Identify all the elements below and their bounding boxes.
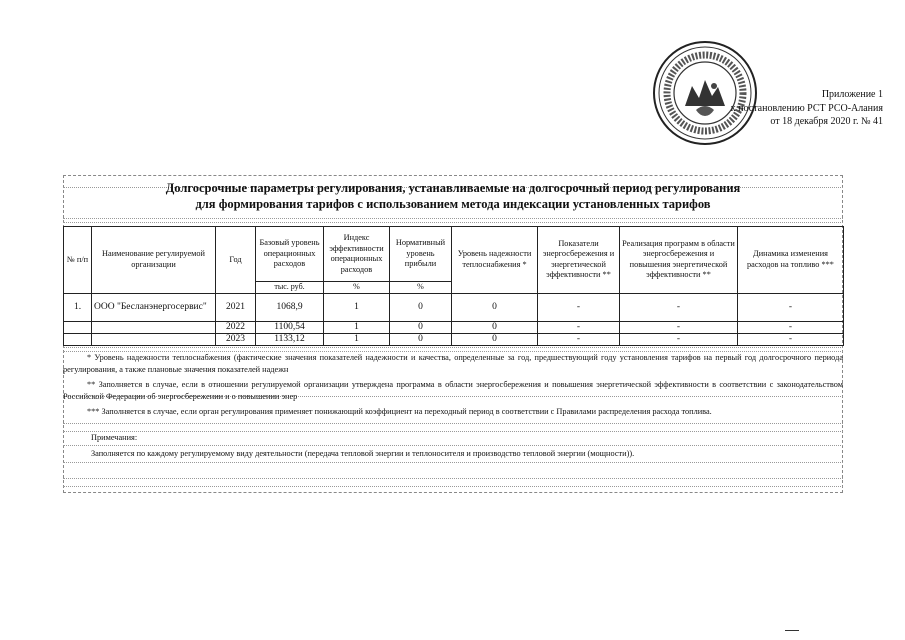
table-row xyxy=(64,293,844,321)
divider xyxy=(63,486,843,487)
cell-energy: - xyxy=(538,293,620,321)
document-title xyxy=(63,181,843,212)
divider xyxy=(63,347,843,348)
cell-org: ООО "Бесланэнергосервис" xyxy=(92,293,216,321)
cell-base: 1068,9 xyxy=(256,293,324,321)
appendix-line-1: Приложение 1 xyxy=(821,89,883,100)
cell-profit: 0 xyxy=(390,333,452,345)
table-header-row xyxy=(64,227,844,282)
cell-org xyxy=(92,333,216,345)
cell-base: 1133,12 xyxy=(256,333,324,345)
unit-cell: % xyxy=(390,282,452,294)
header-energy-efficiency: Показатели энергосбережения и энергетической эффективности ** xyxy=(538,227,620,294)
header-num: № п/п xyxy=(64,227,92,294)
appendix-header xyxy=(731,88,883,129)
cell-program: - xyxy=(620,333,738,345)
notes-section xyxy=(63,352,843,460)
cell-reliability: 0 xyxy=(452,293,538,321)
header-efficiency-index: Индекс эффективности операционных расходов xyxy=(324,227,390,282)
cell-num xyxy=(64,333,92,345)
header-year: Год xyxy=(216,227,256,294)
cell-profit: 0 xyxy=(390,293,452,321)
cell-fuel: - xyxy=(738,293,844,321)
cell-num: 1. xyxy=(64,293,92,321)
note-activity: Заполняется по каждому регулируемому виду деятельности (передача тепловой энергии и теплоносителя и производство тепловой энергии (мощности)). xyxy=(91,449,635,458)
title-line-2: для формирования тарифов с использованием метода индексации установленных тарифов xyxy=(195,196,711,211)
cell-reliability: 0 xyxy=(452,321,538,333)
cell-index: 1 xyxy=(324,321,390,333)
divider xyxy=(63,222,843,223)
note-fuel: *** Заполняется в случае, если орган регулирования применяет понижающий коэффициент на переходный период в соответствии с Правилами распределения расхода топлива. xyxy=(87,407,712,416)
cell-program: - xyxy=(620,321,738,333)
header-reliability: Уровень надежности теплоснабжения * xyxy=(452,227,538,294)
cell-energy: - xyxy=(538,333,620,345)
note-reliability: * Уровень надежности теплоснабжения (фактические значения показателей надежности и качества, определенные за год, предшествующий году установления тарифов на первый год долгосрочного периода регулирования, а также плановые значения показателей надежн xyxy=(63,353,843,374)
cell-num xyxy=(64,321,92,333)
note-energy-program: ** Заполняется в случае, если в отношении регулируемой организации утверждена программа в области энергосбережения и повышения энергетической эффективности в соответствии с законодательством Российской Федерации об энергосбережении и о повышении энер xyxy=(63,380,843,401)
title-line-1: Долгосрочные параметры регулирования, устанавливаемые на долгосрочный период регулирования xyxy=(165,181,741,195)
header-profit-level: Нормативный уровень прибыли xyxy=(390,227,452,282)
divider xyxy=(63,478,843,479)
cell-org xyxy=(92,321,216,333)
cell-index: 1 xyxy=(324,293,390,321)
header-base-opex: Базовый уровень операционных расходов xyxy=(256,227,324,282)
cell-fuel: - xyxy=(738,321,844,333)
cell-year: 2021 xyxy=(216,293,256,321)
cell-fuel: - xyxy=(738,333,844,345)
header-programs: Реализация программ в области энергосбережения и повышения энергетической эффективности ** xyxy=(620,227,738,294)
divider xyxy=(63,218,843,219)
cell-reliability: 0 xyxy=(452,333,538,345)
parameters-table xyxy=(63,226,844,346)
header-org: Наименование регулируемой организации xyxy=(92,227,216,294)
cell-base: 1100,54 xyxy=(256,321,324,333)
cell-year: 2023 xyxy=(216,333,256,345)
cell-profit: 0 xyxy=(390,321,452,333)
cell-energy: - xyxy=(538,321,620,333)
divider xyxy=(63,462,843,463)
page-corner-mark xyxy=(785,630,799,631)
header-fuel-dynamics: Динамика изменения расходов на топливо *** xyxy=(738,227,844,294)
cell-program: - xyxy=(620,293,738,321)
appendix-line-2: к постановлению РСТ РСО-Алания xyxy=(730,102,883,114)
cell-year: 2022 xyxy=(216,321,256,333)
unit-cell: тыс. руб. xyxy=(256,282,324,294)
notes-heading: Примечания: xyxy=(91,432,138,442)
table-row xyxy=(64,321,844,333)
appendix-line-3: от 18 декабря 2020 г. № 41 xyxy=(770,116,883,127)
cell-index: 1 xyxy=(324,333,390,345)
table-row xyxy=(64,333,844,345)
unit-cell: % xyxy=(324,282,390,294)
